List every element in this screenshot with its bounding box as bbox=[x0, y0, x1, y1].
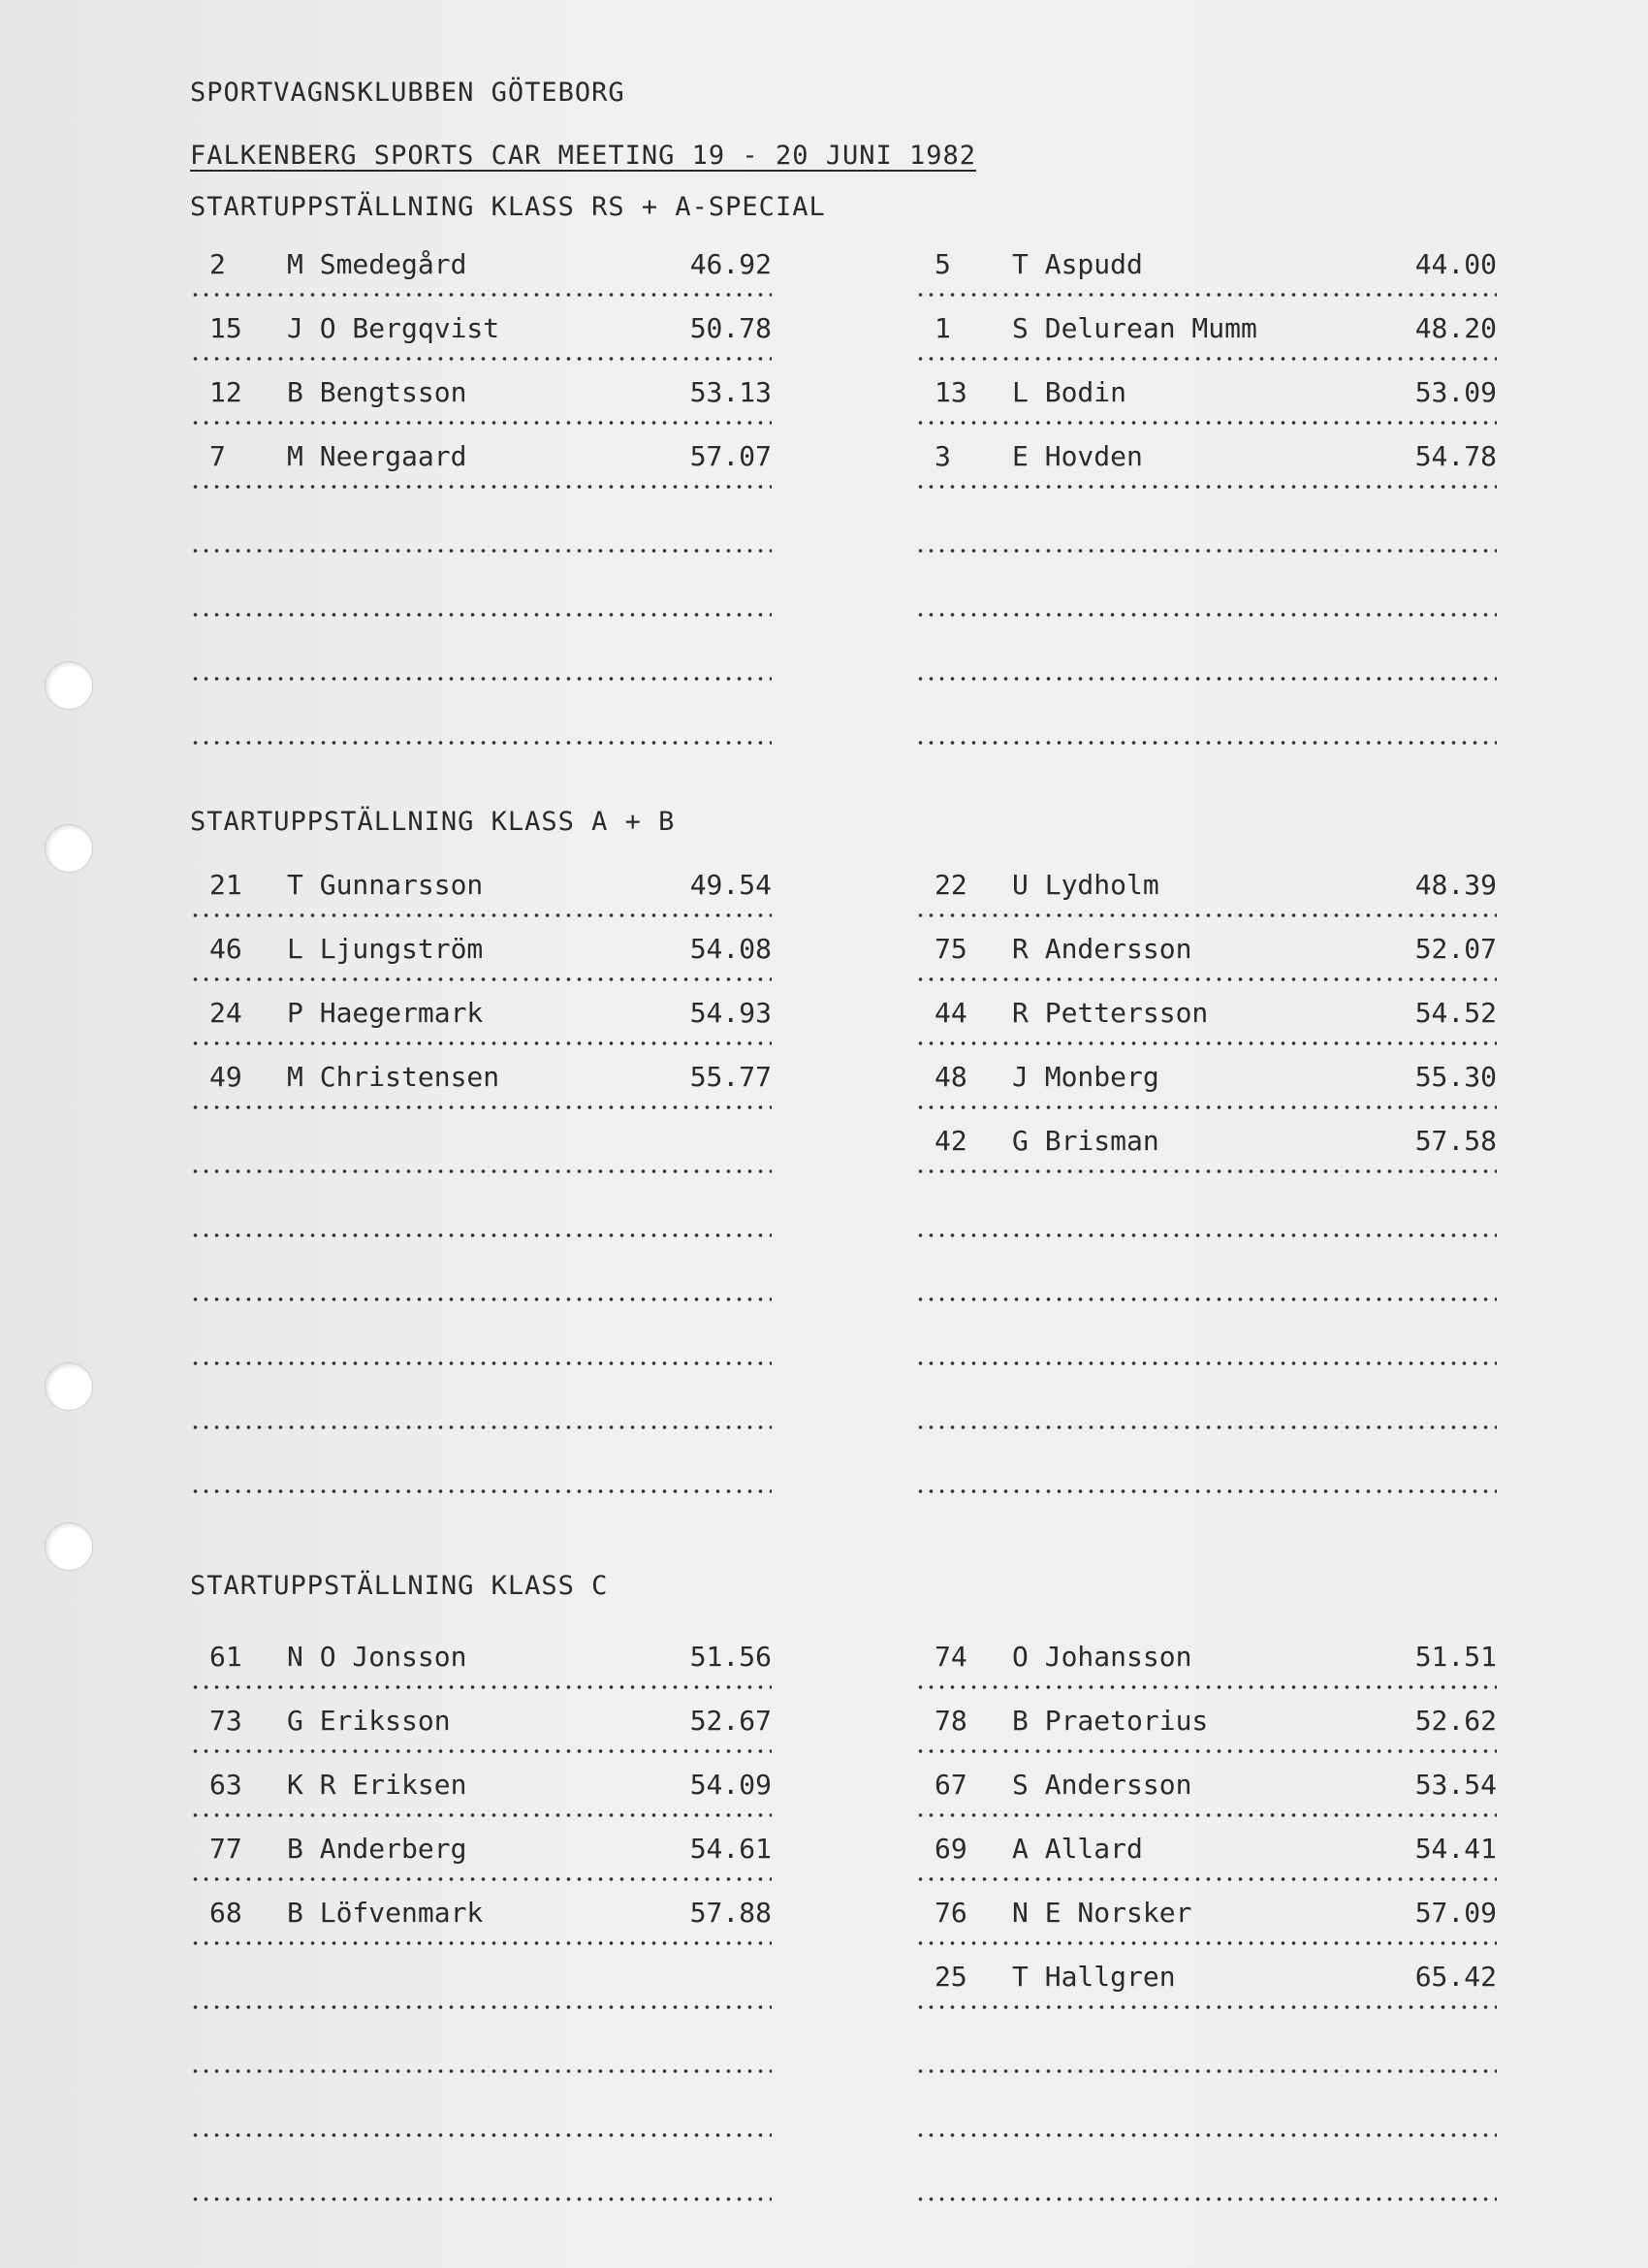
start-number: 69 bbox=[935, 1833, 967, 1865]
start-number: 67 bbox=[935, 1769, 967, 1801]
driver-name: G Brisman bbox=[1012, 1125, 1159, 1157]
start-number: 15 bbox=[209, 312, 242, 344]
dotted-line bbox=[915, 1425, 1497, 1429]
start-row bbox=[190, 1769, 772, 1833]
driver-name: N E Norsker bbox=[1012, 1897, 1192, 1929]
driver-name: R Andersson bbox=[1012, 933, 1192, 965]
start-row bbox=[915, 2025, 1497, 2089]
driver-name: U Lydholm bbox=[1012, 869, 1159, 901]
driver-name: S Andersson bbox=[1012, 1769, 1192, 1801]
dotted-line bbox=[915, 2005, 1497, 2009]
start-number: 12 bbox=[209, 376, 242, 408]
lap-time: 54.52 bbox=[1414, 997, 1497, 1029]
start-number: 77 bbox=[209, 1833, 242, 1865]
section-title-rs: STARTUPPSTÄLLNING KLASS RS + A-SPECIAL bbox=[190, 192, 826, 222]
dotted-line bbox=[190, 1041, 772, 1045]
start-row bbox=[915, 1061, 1497, 1125]
start-row bbox=[915, 2153, 1497, 2217]
start-row bbox=[915, 1445, 1497, 1509]
lap-time: 49.54 bbox=[689, 869, 772, 901]
club-name: SPORTVAGNSKLUBBEN GÖTEBORG bbox=[190, 78, 625, 108]
start-number: 46 bbox=[209, 933, 242, 965]
start-number: 21 bbox=[209, 869, 242, 901]
dotted-line bbox=[915, 1233, 1497, 1237]
start-row bbox=[190, 696, 772, 760]
start-row bbox=[915, 1961, 1497, 2025]
driver-name: E Hovden bbox=[1012, 440, 1143, 472]
lap-time: 57.09 bbox=[1414, 1897, 1497, 1929]
lap-time: 44.00 bbox=[1414, 248, 1497, 280]
dotted-line bbox=[190, 913, 772, 917]
driver-name: L Bodin bbox=[1012, 376, 1127, 408]
dotted-line bbox=[915, 2197, 1497, 2201]
start-row bbox=[190, 869, 772, 933]
dotted-line bbox=[915, 913, 1497, 917]
dotted-line bbox=[915, 1041, 1497, 1045]
driver-name: T Aspudd bbox=[1012, 248, 1143, 280]
start-number: 3 bbox=[935, 440, 951, 472]
start-row bbox=[190, 1253, 772, 1317]
dotted-line bbox=[915, 613, 1497, 617]
dotted-line bbox=[190, 357, 772, 361]
driver-name: B Praetorius bbox=[1012, 1705, 1209, 1737]
section-title-ab: STARTUPPSTÄLLNING KLASS A + B bbox=[190, 807, 676, 837]
driver-name: J O Bergqvist bbox=[287, 312, 500, 344]
dotted-line bbox=[190, 1169, 772, 1173]
lap-time: 48.20 bbox=[1414, 312, 1497, 344]
start-row bbox=[190, 440, 772, 504]
start-number: 44 bbox=[935, 997, 967, 1029]
dotted-line bbox=[915, 1685, 1497, 1689]
start-number: 49 bbox=[209, 1061, 242, 1093]
dotted-line bbox=[915, 1169, 1497, 1173]
dotted-line bbox=[190, 741, 772, 745]
driver-name: B Löfvenmark bbox=[287, 1897, 484, 1929]
dotted-line bbox=[915, 1297, 1497, 1301]
start-row bbox=[190, 1833, 772, 1897]
dotted-line bbox=[190, 2133, 772, 2137]
driver-name: B Anderberg bbox=[287, 1833, 467, 1865]
start-row bbox=[915, 376, 1497, 440]
lap-time: 54.08 bbox=[689, 933, 772, 965]
start-number: 68 bbox=[209, 1897, 242, 1929]
punch-hole bbox=[45, 1362, 93, 1411]
dotted-line bbox=[190, 977, 772, 981]
start-row bbox=[915, 632, 1497, 696]
start-row bbox=[915, 1317, 1497, 1381]
start-row bbox=[915, 1381, 1497, 1445]
dotted-line bbox=[915, 1813, 1497, 1817]
dotted-line bbox=[190, 1877, 772, 1881]
start-row bbox=[915, 1833, 1497, 1897]
punch-hole bbox=[45, 661, 93, 710]
event-title: FALKENBERG SPORTS CAR MEETING 19 - 20 JUNI 1982 bbox=[190, 141, 977, 171]
driver-name: J Monberg bbox=[1012, 1061, 1159, 1093]
dotted-line bbox=[915, 2133, 1497, 2137]
start-row bbox=[915, 2089, 1497, 2153]
lap-time: 54.41 bbox=[1414, 1833, 1497, 1865]
dotted-line bbox=[915, 293, 1497, 297]
dotted-line bbox=[915, 1361, 1497, 1365]
dotted-line bbox=[190, 1105, 772, 1109]
start-row bbox=[915, 1641, 1497, 1705]
dotted-line bbox=[915, 549, 1497, 553]
driver-name: M Neergaard bbox=[287, 440, 467, 472]
start-number: 7 bbox=[209, 440, 226, 472]
dotted-line bbox=[915, 485, 1497, 489]
start-number: 61 bbox=[209, 1641, 242, 1673]
driver-name: G Eriksson bbox=[287, 1705, 451, 1737]
start-row bbox=[190, 504, 772, 568]
lap-time: 54.78 bbox=[1414, 440, 1497, 472]
start-row bbox=[190, 1961, 772, 2025]
start-number: 24 bbox=[209, 997, 242, 1029]
start-number: 2 bbox=[209, 248, 226, 280]
start-row bbox=[915, 869, 1497, 933]
start-row bbox=[190, 1317, 772, 1381]
start-number: 74 bbox=[935, 1641, 967, 1673]
lap-time: 52.07 bbox=[1414, 933, 1497, 965]
lap-time: 51.56 bbox=[689, 1641, 772, 1673]
dotted-line bbox=[190, 677, 772, 681]
driver-name: N O Jonsson bbox=[287, 1641, 467, 1673]
start-row bbox=[190, 1445, 772, 1509]
dotted-line bbox=[190, 613, 772, 617]
start-number: 42 bbox=[935, 1125, 967, 1157]
driver-name: R Pettersson bbox=[1012, 997, 1209, 1029]
start-row bbox=[190, 997, 772, 1061]
start-row bbox=[915, 933, 1497, 997]
start-row bbox=[190, 2153, 772, 2217]
start-row bbox=[915, 1189, 1497, 1253]
lap-time: 57.58 bbox=[1414, 1125, 1497, 1157]
start-row bbox=[915, 504, 1497, 568]
start-row bbox=[915, 568, 1497, 632]
dotted-line bbox=[190, 2197, 772, 2201]
dotted-line bbox=[915, 2069, 1497, 2073]
dotted-line bbox=[190, 1813, 772, 1817]
dotted-line bbox=[190, 421, 772, 425]
start-row bbox=[190, 1381, 772, 1445]
start-row bbox=[190, 2025, 772, 2089]
dotted-line bbox=[190, 2069, 772, 2073]
start-row bbox=[190, 632, 772, 696]
dotted-line bbox=[915, 1877, 1497, 1881]
dotted-line bbox=[190, 2005, 772, 2009]
dotted-line bbox=[190, 1941, 772, 1945]
lap-time: 53.13 bbox=[689, 376, 772, 408]
lap-time: 65.42 bbox=[1414, 1961, 1497, 1993]
start-row bbox=[190, 568, 772, 632]
dotted-line bbox=[915, 977, 1497, 981]
start-number: 63 bbox=[209, 1769, 242, 1801]
lap-time: 54.61 bbox=[689, 1833, 772, 1865]
start-row bbox=[915, 696, 1497, 760]
driver-name: M Christensen bbox=[287, 1061, 500, 1093]
start-row bbox=[915, 248, 1497, 312]
lap-time: 54.93 bbox=[689, 997, 772, 1029]
start-row bbox=[915, 1125, 1497, 1189]
start-row bbox=[915, 1897, 1497, 1961]
dotted-line bbox=[190, 1297, 772, 1301]
start-row bbox=[190, 1705, 772, 1769]
dotted-line bbox=[190, 1685, 772, 1689]
lap-time: 57.88 bbox=[689, 1897, 772, 1929]
lap-time: 48.39 bbox=[1414, 869, 1497, 901]
punch-hole bbox=[45, 824, 93, 873]
start-row bbox=[915, 1253, 1497, 1317]
driver-name: M Smedegård bbox=[287, 248, 467, 280]
start-number: 75 bbox=[935, 933, 967, 965]
start-row bbox=[915, 997, 1497, 1061]
dotted-line bbox=[190, 293, 772, 297]
lap-time: 52.67 bbox=[689, 1705, 772, 1737]
start-row bbox=[915, 440, 1497, 504]
start-number: 22 bbox=[935, 869, 967, 901]
lap-time: 53.09 bbox=[1414, 376, 1497, 408]
dotted-line bbox=[915, 1105, 1497, 1109]
start-row bbox=[915, 1705, 1497, 1769]
section-title-c: STARTUPPSTÄLLNING KLASS C bbox=[190, 1571, 609, 1601]
start-row bbox=[190, 933, 772, 997]
start-row bbox=[915, 312, 1497, 376]
dotted-line bbox=[915, 357, 1497, 361]
dotted-line bbox=[190, 1233, 772, 1237]
driver-name: A Allard bbox=[1012, 1833, 1143, 1865]
start-number: 76 bbox=[935, 1897, 967, 1929]
start-row bbox=[190, 1061, 772, 1125]
lap-time: 50.78 bbox=[689, 312, 772, 344]
driver-name: K R Eriksen bbox=[287, 1769, 467, 1801]
dotted-line bbox=[915, 1489, 1497, 1493]
start-row bbox=[190, 1897, 772, 1961]
lap-time: 55.30 bbox=[1414, 1061, 1497, 1093]
dotted-line bbox=[915, 677, 1497, 681]
dotted-line bbox=[190, 1489, 772, 1493]
lap-time: 57.07 bbox=[689, 440, 772, 472]
start-number: 5 bbox=[935, 248, 951, 280]
start-number: 1 bbox=[935, 312, 951, 344]
start-number: 48 bbox=[935, 1061, 967, 1093]
dotted-line bbox=[190, 549, 772, 553]
dotted-line bbox=[190, 485, 772, 489]
lap-time: 53.54 bbox=[1414, 1769, 1497, 1801]
driver-name: T Hallgren bbox=[1012, 1961, 1176, 1993]
start-row bbox=[190, 312, 772, 376]
lap-time: 52.62 bbox=[1414, 1705, 1497, 1737]
driver-name: P Haegermark bbox=[287, 997, 484, 1029]
dotted-line bbox=[915, 1749, 1497, 1753]
driver-name: T Gunnarsson bbox=[287, 869, 484, 901]
dotted-line bbox=[915, 1941, 1497, 1945]
start-number: 78 bbox=[935, 1705, 967, 1737]
punch-hole bbox=[45, 1522, 93, 1571]
lap-time: 54.09 bbox=[689, 1769, 772, 1801]
start-number: 25 bbox=[935, 1961, 967, 1993]
lap-time: 55.77 bbox=[689, 1061, 772, 1093]
dotted-line bbox=[915, 741, 1497, 745]
dotted-line bbox=[190, 1361, 772, 1365]
driver-name: B Bengtsson bbox=[287, 376, 467, 408]
start-row bbox=[190, 1125, 772, 1189]
start-number: 13 bbox=[935, 376, 967, 408]
driver-name: L Ljungström bbox=[287, 933, 484, 965]
dotted-line bbox=[915, 421, 1497, 425]
lap-time: 46.92 bbox=[689, 248, 772, 280]
start-row bbox=[190, 376, 772, 440]
lap-time: 51.51 bbox=[1414, 1641, 1497, 1673]
start-row bbox=[190, 248, 772, 312]
driver-name: O Johansson bbox=[1012, 1641, 1192, 1673]
start-row bbox=[190, 2089, 772, 2153]
start-row bbox=[915, 1769, 1497, 1833]
dotted-line bbox=[190, 1749, 772, 1753]
dotted-line bbox=[190, 1425, 772, 1429]
start-row bbox=[190, 1189, 772, 1253]
start-row bbox=[190, 1641, 772, 1705]
driver-name: S Delurean Mumm bbox=[1012, 312, 1257, 344]
start-number: 73 bbox=[209, 1705, 242, 1737]
